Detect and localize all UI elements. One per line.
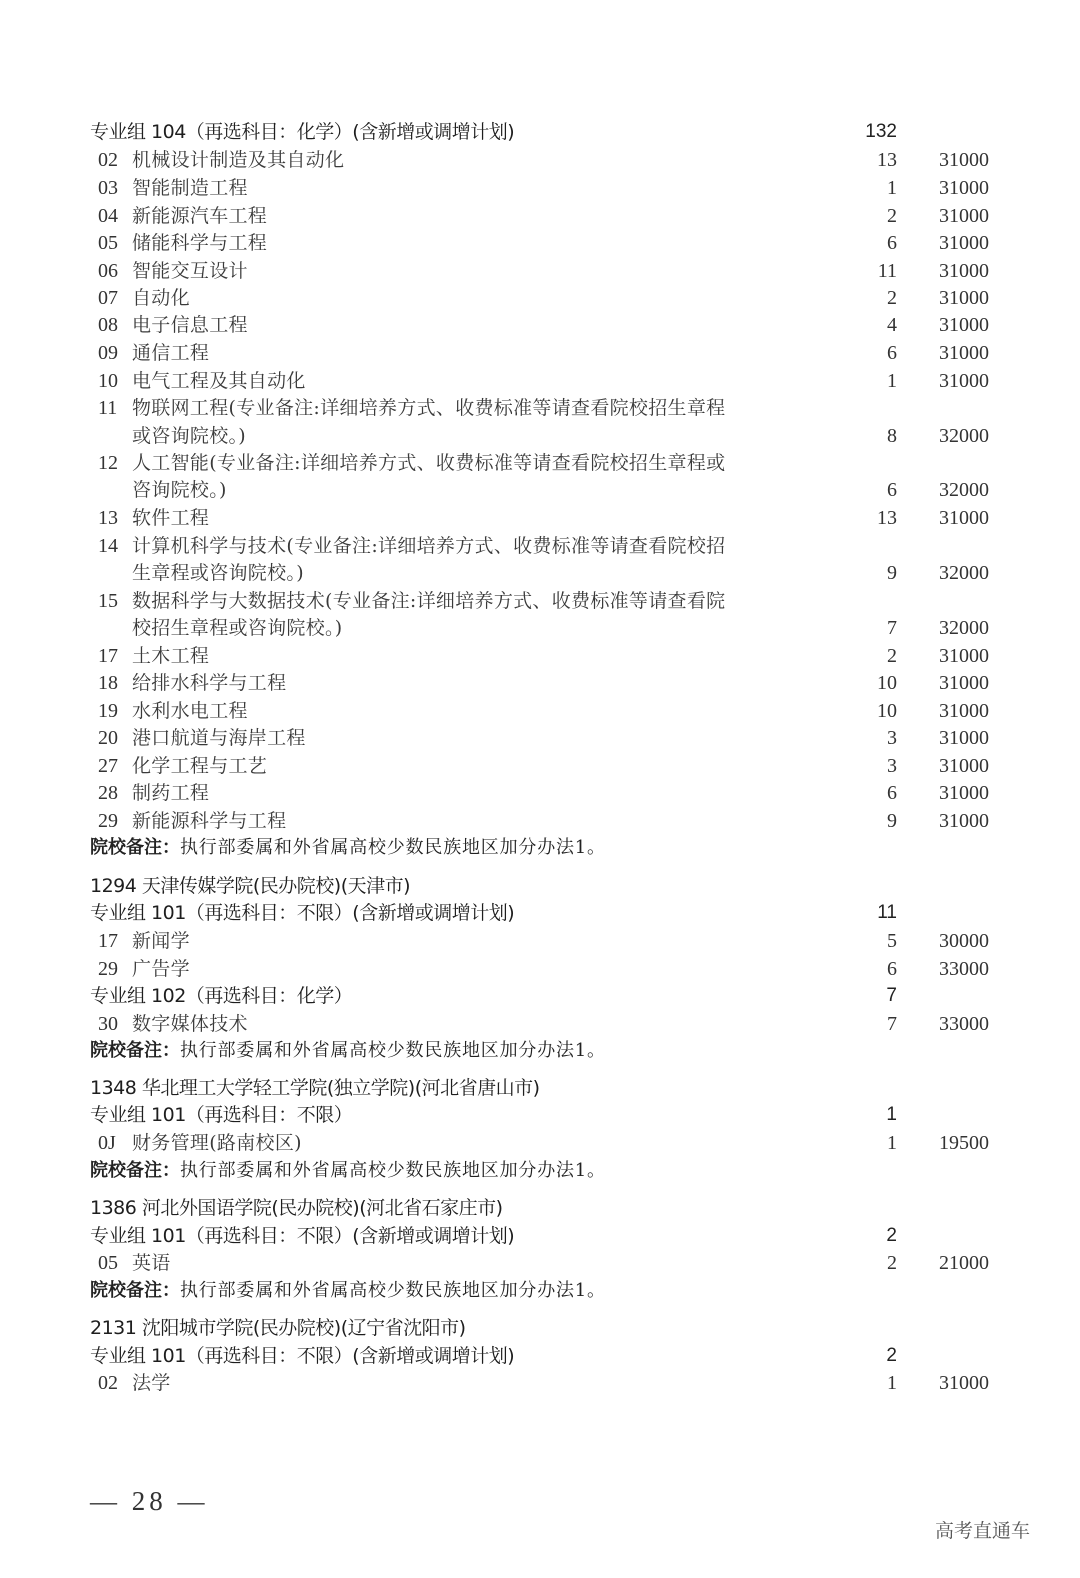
major-tuition-fee: 31000 — [939, 1372, 989, 1394]
school-name: 1348 华北理工大学轻工学院(独立学院)(河北省唐山市) — [90, 1077, 540, 1099]
major-name: 港口航道与海岸工程 — [132, 727, 306, 749]
major-tuition-fee: 31000 — [939, 149, 989, 171]
major-name: 电气工程及其自动化 — [132, 370, 306, 392]
major-plan-count: 5 — [887, 930, 897, 952]
school-note-text: 执行部委属和外省属高校少数民族地区加分办法1。 — [180, 1040, 606, 1061]
major-group-label: 专业组 101（再选科目：不限）(含新增或调增计划) — [90, 1345, 515, 1367]
major-group-row — [0, 118, 1080, 146]
major-group-label: 专业组 101（再选科目：不限） — [90, 1104, 353, 1126]
group-plan-count: 132 — [865, 121, 897, 142]
major-row — [0, 642, 1080, 670]
major-plan-count: 9 — [887, 562, 897, 584]
school-header-row — [0, 1194, 1080, 1222]
major-name: 财务管理(路南校区) — [132, 1132, 302, 1154]
major-row — [0, 927, 1080, 955]
school-note-text: 执行部委属和外省属高校少数民族地区加分办法1。 — [180, 1160, 606, 1181]
major-group-label: 专业组 104（再选科目：化学）(含新增或调增计划) — [90, 121, 515, 143]
major-code: 19 — [98, 700, 118, 722]
major-code: 02 — [98, 1372, 118, 1394]
major-row — [0, 311, 1080, 339]
major-name: 土木工程 — [132, 645, 210, 667]
major-row — [0, 229, 1080, 257]
major-name: 英语 — [132, 1252, 171, 1274]
major-row — [0, 367, 1080, 395]
major-name: 电子信息工程 — [132, 314, 248, 336]
school-note-row — [0, 834, 1080, 862]
major-group-label: 专业组 101（再选科目：不限）(含新增或调增计划) — [90, 1225, 515, 1247]
major-code: 14 — [98, 535, 118, 557]
school-name: 1386 河北外国语学院(民办院校)(河北省石家庄市) — [90, 1197, 503, 1219]
major-code: 17 — [98, 645, 118, 667]
major-row — [0, 587, 1080, 615]
school-note-text: 执行部委属和外省属高校少数民族地区加分办法1。 — [180, 1280, 606, 1301]
major-name: 储能科学与工程 — [132, 232, 268, 254]
major-row — [0, 697, 1080, 725]
major-code: 20 — [98, 727, 118, 749]
major-tuition-fee: 31000 — [939, 370, 989, 392]
major-row — [0, 1369, 1080, 1397]
group-plan-count: 1 — [886, 1104, 897, 1125]
school-header-row — [0, 1314, 1080, 1342]
major-code: 13 — [98, 507, 118, 529]
major-plan-count: 2 — [887, 645, 897, 667]
major-name: 制药工程 — [132, 782, 210, 804]
major-row — [0, 257, 1080, 285]
major-code: 06 — [98, 260, 118, 282]
major-row — [0, 174, 1080, 202]
major-tuition-fee: 32000 — [939, 479, 989, 501]
major-name: 给排水科学与工程 — [132, 672, 287, 694]
major-name: 自动化 — [132, 287, 190, 309]
major-plan-count: 3 — [887, 727, 897, 749]
major-row — [0, 1010, 1080, 1038]
major-group-label: 专业组 101（再选科目：不限）(含新增或调增计划) — [90, 902, 515, 924]
school-note-label: 院校备注： — [90, 1160, 180, 1181]
major-row-continuation — [0, 422, 1080, 450]
group-plan-count: 7 — [886, 985, 897, 1006]
major-name-continuation: 或咨询院校。) — [132, 425, 247, 447]
major-plan-count: 1 — [887, 1372, 897, 1394]
major-name-continuation: 生章程或咨询院校。) — [132, 562, 304, 584]
major-row — [0, 532, 1080, 560]
major-plan-count: 6 — [887, 232, 897, 254]
major-name: 法学 — [132, 1372, 171, 1394]
major-name-continuation: 咨询院校。) — [132, 479, 227, 501]
major-plan-count: 1 — [887, 370, 897, 392]
major-plan-count: 2 — [887, 205, 897, 227]
major-name: 新能源汽车工程 — [132, 205, 268, 227]
major-name: 智能制造工程 — [132, 177, 248, 199]
school-note-label: 院校备注： — [90, 837, 180, 858]
major-name: 人工智能(专业备注:详细培养方式、收费标准等请查看院校招生章程或 — [132, 452, 726, 474]
major-row — [0, 339, 1080, 367]
major-tuition-fee: 32000 — [939, 617, 989, 639]
major-row-continuation — [0, 476, 1080, 504]
school-note-row — [0, 1277, 1080, 1305]
school-note-row — [0, 1037, 1080, 1065]
major-tuition-fee: 32000 — [939, 562, 989, 584]
major-group-label: 专业组 102（再选科目：化学） — [90, 985, 353, 1007]
major-tuition-fee: 31000 — [939, 342, 989, 364]
major-name: 广告学 — [132, 958, 190, 980]
major-row — [0, 1249, 1080, 1277]
major-name: 化学工程与工艺 — [132, 755, 268, 777]
major-name: 物联网工程(专业备注:详细培养方式、收费标准等请查看院校招生章程 — [132, 397, 726, 419]
school-note-label: 院校备注： — [90, 1040, 180, 1061]
major-name: 水利水电工程 — [132, 700, 248, 722]
major-tuition-fee: 31000 — [939, 700, 989, 722]
major-code: 30 — [98, 1013, 118, 1035]
major-row — [0, 394, 1080, 422]
major-tuition-fee: 30000 — [939, 930, 989, 952]
major-code: 29 — [98, 810, 118, 832]
major-plan-count: 1 — [887, 1132, 897, 1154]
school-name: 2131 沈阳城市学院(民办院校)(辽宁省沈阳市) — [90, 1317, 466, 1339]
major-code: 11 — [98, 397, 118, 419]
major-tuition-fee: 21000 — [939, 1252, 989, 1274]
major-name: 机械设计制造及其自动化 — [132, 149, 345, 171]
major-code: 28 — [98, 782, 118, 804]
school-note-label: 院校备注： — [90, 1280, 180, 1301]
major-row — [0, 504, 1080, 532]
major-code: 03 — [98, 177, 118, 199]
major-plan-count: 6 — [887, 958, 897, 980]
major-row — [0, 284, 1080, 312]
major-code: 12 — [98, 452, 118, 474]
school-note — [90, 1157, 606, 1185]
major-plan-count: 10 — [877, 700, 897, 722]
major-plan-count: 13 — [877, 507, 897, 529]
school-note — [90, 1277, 606, 1305]
major-row-continuation — [0, 559, 1080, 587]
major-plan-count: 6 — [887, 782, 897, 804]
major-name: 数据科学与大数据技术(专业备注:详细培养方式、收费标准等请查看院 — [132, 590, 726, 612]
major-plan-count: 7 — [887, 617, 897, 639]
major-tuition-fee: 31000 — [939, 314, 989, 336]
major-code: 04 — [98, 205, 118, 227]
major-row — [0, 807, 1080, 835]
major-plan-count: 11 — [877, 260, 897, 282]
group-plan-count: 2 — [886, 1225, 897, 1246]
major-group-row — [0, 982, 1080, 1010]
major-tuition-fee: 32000 — [939, 425, 989, 447]
major-code: 17 — [98, 930, 118, 952]
major-code: 29 — [98, 958, 118, 980]
major-row — [0, 1129, 1080, 1157]
major-row — [0, 779, 1080, 807]
major-tuition-fee: 31000 — [939, 205, 989, 227]
school-note-row — [0, 1157, 1080, 1185]
major-name: 新闻学 — [132, 930, 190, 952]
major-tuition-fee: 31000 — [939, 755, 989, 777]
school-header-row — [0, 872, 1080, 900]
major-row — [0, 752, 1080, 780]
major-tuition-fee: 31000 — [939, 507, 989, 529]
major-code: 10 — [98, 370, 118, 392]
group-plan-count: 2 — [886, 1345, 897, 1366]
school-note-text: 执行部委属和外省属高校少数民族地区加分办法1。 — [180, 837, 606, 858]
major-code: 0J — [98, 1132, 116, 1154]
major-tuition-fee: 31000 — [939, 782, 989, 804]
major-row — [0, 669, 1080, 697]
major-name: 智能交互设计 — [132, 260, 248, 282]
major-tuition-fee: 31000 — [939, 177, 989, 199]
major-row-continuation — [0, 614, 1080, 642]
page-number: — 28 — — [90, 1486, 209, 1516]
major-tuition-fee: 31000 — [939, 727, 989, 749]
major-tuition-fee: 33000 — [939, 1013, 989, 1035]
major-name: 新能源科学与工程 — [132, 810, 287, 832]
major-plan-count: 4 — [887, 314, 897, 336]
major-group-row — [0, 899, 1080, 927]
major-plan-count: 6 — [887, 479, 897, 501]
major-code: 18 — [98, 672, 118, 694]
major-plan-count: 6 — [887, 342, 897, 364]
major-code: 07 — [98, 287, 118, 309]
major-plan-count: 2 — [887, 287, 897, 309]
major-group-row — [0, 1342, 1080, 1370]
major-row — [0, 449, 1080, 477]
major-code: 05 — [98, 1252, 118, 1274]
school-note — [90, 1037, 606, 1065]
major-plan-count: 7 — [887, 1013, 897, 1035]
major-plan-count: 2 — [887, 1252, 897, 1274]
major-row — [0, 955, 1080, 983]
major-group-row — [0, 1101, 1080, 1129]
major-tuition-fee: 31000 — [939, 287, 989, 309]
major-name-continuation: 校招生章程或咨询院校。) — [132, 617, 343, 639]
school-name: 1294 天津传媒学院(民办院校)(天津市) — [90, 875, 411, 897]
major-code: 15 — [98, 590, 118, 612]
school-note — [90, 834, 606, 862]
major-tuition-fee: 31000 — [939, 232, 989, 254]
major-plan-count: 10 — [877, 672, 897, 694]
major-name: 数字媒体技术 — [132, 1013, 248, 1035]
major-plan-count: 9 — [887, 810, 897, 832]
major-plan-count: 13 — [877, 149, 897, 171]
major-name: 软件工程 — [132, 507, 210, 529]
major-code: 02 — [98, 149, 118, 171]
school-header-row — [0, 1074, 1080, 1102]
major-row — [0, 724, 1080, 752]
major-code: 27 — [98, 755, 118, 777]
major-name: 通信工程 — [132, 342, 210, 364]
major-tuition-fee: 33000 — [939, 958, 989, 980]
major-row — [0, 146, 1080, 174]
group-plan-count: 11 — [877, 902, 897, 923]
major-tuition-fee: 19500 — [939, 1132, 989, 1154]
major-row — [0, 202, 1080, 230]
major-code: 09 — [98, 342, 118, 364]
major-group-row — [0, 1222, 1080, 1250]
major-tuition-fee: 31000 — [939, 810, 989, 832]
major-tuition-fee: 31000 — [939, 672, 989, 694]
watermark: 高考直通车 — [935, 1520, 1031, 1542]
major-name: 计算机科学与技术(专业备注:详细培养方式、收费标准等请查看院校招 — [132, 535, 726, 557]
major-tuition-fee: 31000 — [939, 260, 989, 282]
major-plan-count: 1 — [887, 177, 897, 199]
major-code: 05 — [98, 232, 118, 254]
major-plan-count: 8 — [887, 425, 897, 447]
major-plan-count: 3 — [887, 755, 897, 777]
major-code: 08 — [98, 314, 118, 336]
major-tuition-fee: 31000 — [939, 645, 989, 667]
